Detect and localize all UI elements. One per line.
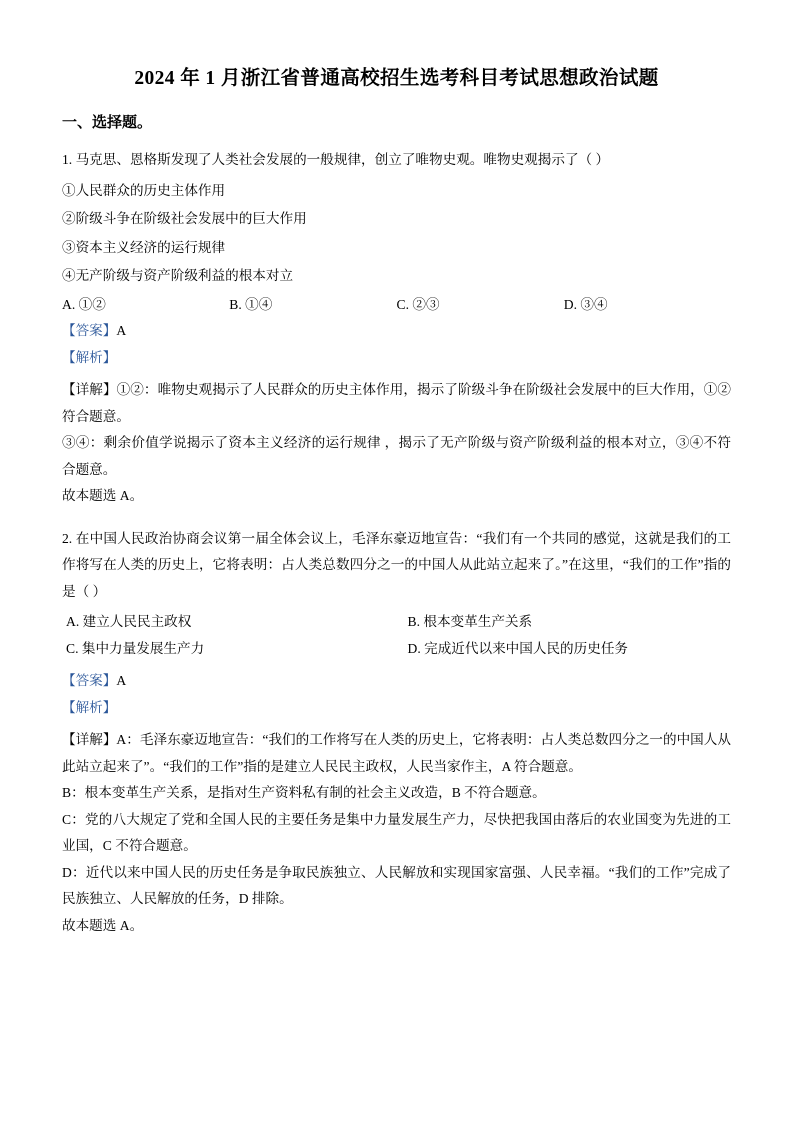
option-b[interactable]: B. ①④ [229, 296, 273, 312]
options-row [62, 609, 731, 636]
explanation-paragraph: 【详解】A：毛泽东豪迈地宣告：“我们的工作将写在人类的历史上，它将表明：占人类总数四分之一的中国人从此站立起来了”。“我们的工作”指的是建立人民民主政权，人民当家作主，A 符合题意。 [62, 732, 731, 774]
explanation-paragraph: D：近代以来中国人民的历史任务是争取民族独立、人民解放和实现国家富强、人民幸福。“我们的工作”完成了民族独立、人民解放的任务，D 排除。 [62, 864, 731, 907]
answer-value: A [116, 323, 127, 339]
explanation-paragraph: B：根本变革生产关系，是指对生产资料私有制的社会主义改造，B 不符合题意。 [62, 785, 546, 801]
question-block-2 [62, 526, 731, 940]
options-row [62, 636, 731, 663]
option-c[interactable]: C. 集中力量发展生产力 [66, 640, 205, 656]
option-d[interactable]: D. 完成近代以来中国人民的历史任务 [407, 640, 629, 656]
analysis-tag-line [62, 345, 731, 372]
answer-tag: 【答案】 [62, 323, 117, 339]
answer-tag: 【答案】 [62, 673, 117, 689]
question-block-1 [62, 147, 731, 510]
question-statement: ②阶级斗争在阶级社会发展中的巨大作用 [62, 211, 307, 227]
explanation-paragraph: 【详解】①②：唯物史观揭示了人民群众的历史主体作用，揭示了阶级斗争在阶级社会发展中的巨大作用，①②符合题意。 [62, 382, 731, 424]
section-heading: 一、选择题。 [62, 115, 153, 132]
question-statement: ①人民群众的历史主体作用 [62, 182, 226, 198]
options-row [62, 292, 731, 319]
answer-line [62, 668, 731, 695]
option-c[interactable]: C. ②③ [396, 296, 440, 312]
page-title: 2024 年 1 月浙江省普通高校招生选考科目考试思想政治试题 [134, 68, 659, 89]
answer-value: A [116, 673, 127, 689]
question-statement: ④无产阶级与资产阶级利益的根本对立 [62, 268, 294, 284]
explanation-paragraph: 故本题选 A。 [62, 917, 144, 933]
analysis-tag: 【解析】 [62, 699, 117, 715]
option-a[interactable]: A. 建立人民民主政权 [66, 614, 192, 630]
question-stem: 2. 在中国人民政治协商会议第一届全体会议上，毛泽东豪迈地宣告：“我们有一个共同的感觉，这就是我们的工作将写在人类的历史上，它将表明：占人类总数四分之一的中国人从此站立起来了。”在这里，“我们的工作”指的是（ ） [62, 530, 731, 599]
explanation-paragraph: 故本题选 A。 [62, 488, 144, 504]
explanation-paragraph: ③④：剩余价值学说揭示了资本主义经济的运行规律 ，揭示了无产阶级与资产阶级利益的根本对立，③④不符合题意。 [62, 435, 731, 477]
question-statement: ③资本主义经济的运行规律 [62, 239, 226, 255]
answer-line [62, 318, 731, 345]
option-d[interactable]: D. ③④ [563, 296, 608, 312]
option-b[interactable]: B. 根本变革生产关系 [407, 614, 533, 630]
analysis-tag: 【解析】 [62, 349, 117, 365]
question-stem: 1. 马克思、恩格斯发现了人类社会发展的一般规律，创立了唯物史观。唯物史观揭示了（ ） [62, 152, 610, 168]
option-a[interactable]: A. ①② [62, 296, 106, 312]
analysis-tag-line [62, 695, 731, 722]
explanation-paragraph: C：党的八大规定了党和全国人民的主要任务是集中力量发展生产力，尽快把我国由落后的农业国变为先进的工业国，C 不符合题意。 [62, 811, 731, 854]
